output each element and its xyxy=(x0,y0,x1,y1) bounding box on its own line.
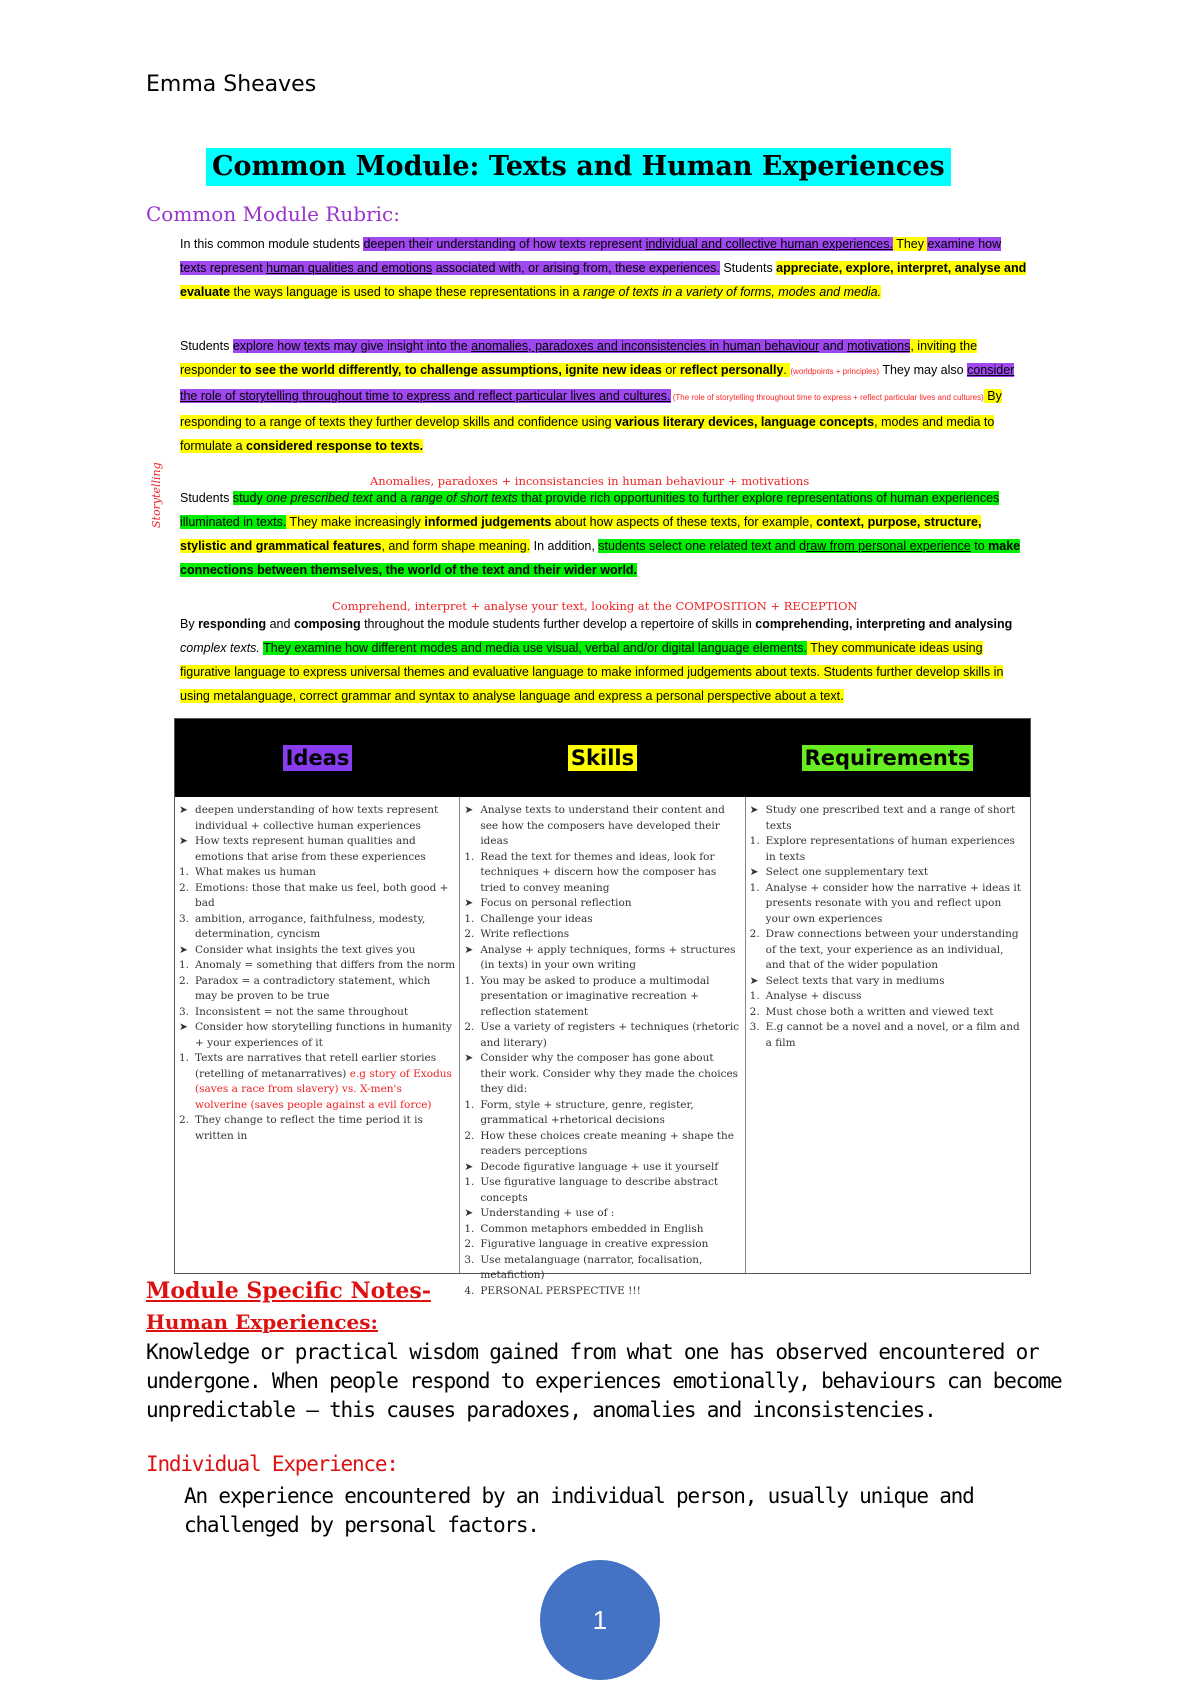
list-item-text: Read the text for themes and ideas, look for techniques + discern how the composer has tried to convey meaning xyxy=(480,850,717,894)
text-run: motivations xyxy=(847,339,911,353)
text-run: range of texts in a variety of forms, modes and media. xyxy=(583,285,882,299)
list-item-text: Use a variety of registers + techniques (rhetoric and literary) xyxy=(480,1021,740,1049)
list-item-text: Texts are narratives that retell earlier stories (retelling of metanarratives) xyxy=(195,1052,437,1080)
text-run: explore how texts may give insight into the xyxy=(232,339,472,353)
text-run: considered response to texts. xyxy=(246,439,424,453)
list-item-text: What makes us human xyxy=(195,866,316,878)
rubric-paragraph-2 xyxy=(180,334,1030,458)
text-run: (The role of storytelling throughout time to express + reflect particular lives and cultures) xyxy=(670,393,984,402)
text-run: , and form shape meaning. xyxy=(381,539,531,553)
list-item xyxy=(464,896,740,912)
list-item-text: Consider what insights the text gives you xyxy=(195,943,416,956)
text-run: to see the world differently, to challenge assumptions, ignite new ideas xyxy=(239,363,662,377)
list-item-text: Analyse + discuss xyxy=(765,990,862,1002)
individual-experience-body: An experience encountered by an individual person, usually unique and challenged by personal factors. xyxy=(184,1484,974,1537)
text-run: associated with, or arising from, these experiences. xyxy=(432,261,720,275)
page-number-badge: 1 xyxy=(540,1560,660,1680)
list-item xyxy=(464,1175,740,1206)
list-item-text: ambition, arrogance, faithfulness, modesty, determination, cyncism xyxy=(195,912,426,940)
list-item xyxy=(750,974,1026,990)
text-run: complex texts. xyxy=(180,641,260,655)
list-item xyxy=(179,912,455,943)
list-marker: ➤ xyxy=(464,943,474,956)
module-notes-heading: Module Specific Notes- xyxy=(146,1278,431,1304)
list-marker: 1. xyxy=(464,850,475,863)
list-item-text: E.g cannot be a novel and a novel, or a film and a film xyxy=(765,1021,1020,1049)
text-run: Students xyxy=(180,491,233,505)
text-run: study xyxy=(232,491,267,505)
text-run: composing xyxy=(293,617,361,631)
list-item xyxy=(464,974,740,1021)
text-run: They communicate ideas using figurative language to express universal themes and evaluative language to make informed judgements about texts. Students further develop skills in using metalanguage, correct grammar and syntax to analyse language and express a personal perspective about a text. xyxy=(180,641,1004,703)
list-item xyxy=(179,974,455,1005)
list-item xyxy=(464,1020,740,1051)
rubric-paragraph-1 xyxy=(180,232,1030,304)
list-item-text: Select texts that vary in mediums xyxy=(765,974,945,987)
text-run: examine how texts represent xyxy=(180,237,1002,275)
list-item-text: deepen understanding of how texts represent individual + collective human experiences xyxy=(195,804,439,832)
list-marker: 2. xyxy=(464,1021,475,1033)
list-item xyxy=(750,1005,1026,1021)
text-run: In addition, xyxy=(530,539,599,553)
text-run: responding xyxy=(198,617,267,631)
text-run: anomalies, paradoxes and inconsistencies in human behaviour xyxy=(471,339,820,353)
list-item xyxy=(179,943,455,959)
list-item xyxy=(464,850,740,897)
list-item-text: Understanding + use of : xyxy=(480,1207,615,1219)
list-marker: 1. xyxy=(749,990,760,1002)
list-item xyxy=(464,1129,740,1160)
text-run: reflect personally xyxy=(679,363,784,377)
rubric-heading: Common Module Rubric: xyxy=(146,202,400,226)
list-marker: 1. xyxy=(749,835,760,847)
example-note: e.g story of Exodus (saves a race from slavery) vs. X-men's wolverine (saves people against a evil force) xyxy=(195,1067,452,1111)
human-experiences-body: Knowledge or practical wisdom gained from what one has observed encountered or undergone. When people respond to experiences emotionally, behaviours can become unpredictable – this causes paradoxes, anomalies and inconsistencies. xyxy=(146,1340,1062,1422)
text-run: Students xyxy=(180,339,233,353)
text-run: , modes and media to formulate a xyxy=(180,415,995,453)
list-item-text: Select one supplementary text xyxy=(765,866,929,878)
list-marker: ➤ xyxy=(179,1021,188,1033)
list-item xyxy=(179,1020,455,1051)
author-name: Emma Sheaves xyxy=(146,72,317,97)
list-item-text: Consider why the composer has gone about their work. Consider why they made the choices they did: xyxy=(480,1052,739,1095)
text-run: individual and collective human experiences. xyxy=(645,237,893,251)
text-run: one prescribed text xyxy=(266,491,373,505)
list-item-text: Write reflections xyxy=(480,928,570,940)
list-marker: 2. xyxy=(464,1238,475,1250)
list-item-text: Challenge your ideas xyxy=(480,912,593,925)
list-item-text: You may be asked to produce a multimodal presentation or imaginative recreation + reflection statement xyxy=(480,974,710,1018)
list-item xyxy=(464,1160,740,1176)
list-marker: 3. xyxy=(464,1253,475,1266)
document-title: Common Module: Texts and Human Experiences xyxy=(206,148,951,186)
list-marker: 2. xyxy=(179,974,190,987)
list-item-text: Common metaphors embedded in English xyxy=(480,1222,704,1235)
text-run: consider the role of storytelling throughout time to express and reflect particular lives and cultures. xyxy=(180,363,1015,403)
header-skills: Skills xyxy=(568,745,637,771)
list-item-text: PERSONAL PERSPECTIVE !!! xyxy=(480,1284,641,1297)
list-marker: ➤ xyxy=(749,804,759,816)
text-run: They make increasingly xyxy=(286,515,425,529)
list-item-text: Paradox = a contradictory statement, which may be proven to be true xyxy=(195,974,431,1002)
list-item-text: Use metalanguage (narrator, focalisation, metafiction) xyxy=(480,1253,703,1281)
list-marker: ➤ xyxy=(179,804,188,816)
text-run: various literary devices, language concepts xyxy=(615,415,875,429)
list-marker: 3. xyxy=(179,912,190,925)
list-item xyxy=(179,834,455,865)
list-item xyxy=(179,1113,455,1144)
text-run: . xyxy=(783,363,791,377)
list-marker: 2. xyxy=(464,928,475,940)
list-item xyxy=(750,881,1026,928)
list-item-text: Use figurative language to describe abstract concepts xyxy=(480,1176,719,1204)
text-run: or xyxy=(661,363,680,377)
text-run: informed judgements xyxy=(424,515,552,529)
list-marker: ➤ xyxy=(464,1052,474,1064)
list-item xyxy=(464,1098,740,1129)
list-item xyxy=(750,927,1026,974)
text-run: about how aspects of these texts, for example, xyxy=(551,515,817,529)
list-marker: 1. xyxy=(749,881,760,894)
text-run: Students xyxy=(719,261,777,275)
list-item xyxy=(750,865,1026,881)
list-item-text: Emotions: those that make us feel, both good + bad xyxy=(195,881,449,909)
list-item-text: Analyse texts to understand their content and see how the composers have developed their ideas xyxy=(480,804,725,847)
text-run: students select one related text and d xyxy=(598,539,807,553)
list-marker: 1. xyxy=(179,1052,190,1064)
text-run: make connections between themselves, the world of the text and their wider world. xyxy=(180,539,1021,577)
list-marker: 2. xyxy=(749,1005,760,1018)
rubric-paragraph-3 xyxy=(180,486,1030,582)
text-run: By responding to a range of texts they further develop skills and confidence using xyxy=(180,389,1002,429)
list-item xyxy=(464,803,740,850)
list-marker: 1. xyxy=(464,974,475,987)
text-run: By xyxy=(180,617,199,631)
skills-column xyxy=(460,797,745,1297)
annotation-storytelling: Storytelling xyxy=(150,462,163,528)
list-item xyxy=(464,1206,740,1222)
list-item xyxy=(179,865,455,881)
list-item xyxy=(464,1237,740,1253)
list-marker: ➤ xyxy=(464,1207,474,1219)
ideas-column xyxy=(175,797,460,1273)
text-run: the ways language is used to shape these representations in a xyxy=(230,285,584,299)
list-marker: 1. xyxy=(179,959,190,971)
text-run: throughout the module students further develop a repertoire of skills in xyxy=(360,617,756,631)
list-marker: 3. xyxy=(179,1005,190,1018)
text-run: and xyxy=(819,339,848,353)
text-run: (worldpoints + principles) xyxy=(790,367,880,376)
text-run: They may also xyxy=(879,363,968,377)
rubric-paragraph-4 xyxy=(180,612,1030,708)
list-item-text: Analyse + apply techniques, forms + structures (in texts) in your own writing xyxy=(480,943,736,971)
list-item-text: Draw connections between your understanding of the text, your experience as an individual, and that of the wider population xyxy=(765,928,1019,971)
list-marker: ➤ xyxy=(179,943,188,956)
list-marker: 2. xyxy=(464,1129,475,1142)
list-marker: ➤ xyxy=(464,804,474,816)
annotation-comprehend: Comprehend, interpret + analyse your text, looking at the COMPOSITION + RECEPTION xyxy=(332,599,858,613)
list-marker: 1. xyxy=(179,866,190,878)
list-item xyxy=(750,834,1026,865)
text-run: , inviting the responder xyxy=(180,339,978,377)
list-item-text: How these choices create meaning + shape the readers perceptions xyxy=(480,1129,734,1157)
text-run: deepen their understanding of how texts represent xyxy=(363,237,646,251)
list-item-text: Consider how storytelling functions in humanity + your experiences of it xyxy=(195,1021,452,1049)
text-run: context, purpose, structure, stylistic and grammatical features xyxy=(180,515,982,553)
list-item xyxy=(750,803,1026,834)
list-item-text: Explore representations of human experiences in texts xyxy=(765,835,1015,863)
list-marker: 3. xyxy=(749,1021,760,1033)
list-marker: ➤ xyxy=(749,974,759,987)
list-item xyxy=(464,943,740,974)
list-item-text: Focus on personal reflection xyxy=(480,897,632,909)
header-ideas: Ideas xyxy=(283,745,353,771)
text-run: range of short texts xyxy=(410,491,518,505)
list-item xyxy=(464,1253,740,1284)
list-item xyxy=(179,1005,455,1021)
list-item-text: Anomaly = something that differs from the norm xyxy=(195,959,456,971)
list-item xyxy=(179,803,455,834)
text-run: that provide rich opportunities to further explore representations of human experiences illuminated in texts. xyxy=(180,491,1000,529)
list-item-text: Inconsistent = not the same throughout xyxy=(195,1005,409,1018)
list-item xyxy=(464,927,740,943)
list-item xyxy=(464,1222,740,1238)
list-item xyxy=(464,1051,740,1098)
list-item-text: Study one prescribed text and a range of short texts xyxy=(765,804,1016,832)
list-marker: ➤ xyxy=(464,1160,474,1173)
list-marker: 1. xyxy=(464,912,475,925)
header-requirements: Requirements xyxy=(802,745,974,771)
text-run: They examine how different modes and media use visual, verbal and/or digital language elements. xyxy=(263,641,807,655)
annotation-anomalies: Anomalies, paradoxes + inconsistancies in human behaviour + motivations xyxy=(370,474,810,488)
requirements-column xyxy=(746,797,1030,1273)
list-item xyxy=(179,1051,455,1113)
text-run: raw from personal experience xyxy=(806,539,971,553)
list-item xyxy=(464,912,740,928)
list-marker: 1. xyxy=(464,1098,475,1111)
text-run: to xyxy=(970,539,989,553)
list-item-text: Must chose both a written and viewed text xyxy=(765,1005,994,1018)
list-marker: ➤ xyxy=(749,866,759,878)
list-item xyxy=(179,958,455,974)
list-marker: 1. xyxy=(464,1222,475,1235)
list-marker: 2. xyxy=(179,1114,190,1126)
individual-experience-heading: Individual Experience: xyxy=(146,1452,398,1476)
list-item-text: Decode figurative language + use it yourself xyxy=(480,1160,719,1173)
table-header-row xyxy=(175,719,1030,797)
list-item-text: Figurative language in creative expression xyxy=(480,1238,709,1250)
text-run: and xyxy=(266,617,294,631)
list-marker: ➤ xyxy=(179,835,188,847)
list-item xyxy=(750,989,1026,1005)
text-run: They xyxy=(892,237,928,251)
text-run: comprehending, interpreting and analysing xyxy=(755,617,1013,631)
text-run: and a xyxy=(372,491,411,505)
list-item xyxy=(179,881,455,912)
list-item-text: Analyse + consider how the narrative + ideas it presents resonate with you and reflect upon your own experiences xyxy=(765,881,1021,925)
list-item xyxy=(464,1284,740,1300)
list-item-text: Form, style + structure, genre, register, grammatical +rhetorical decisions xyxy=(480,1098,694,1126)
list-marker: 2. xyxy=(179,881,190,894)
text-run: human qualities and emotions xyxy=(266,261,433,275)
text-run: In this common module students xyxy=(180,237,364,251)
list-marker: ➤ xyxy=(464,897,474,909)
list-item-text: They change to reflect the time period it is written in xyxy=(195,1114,423,1142)
list-marker: 2. xyxy=(749,928,760,940)
text-run: appreciate, explore, interpret, analyse and evaluate xyxy=(180,261,1027,299)
list-item-text: How texts represent human qualities and emotions that arise from these experiences xyxy=(195,835,426,863)
list-marker: 1. xyxy=(464,1176,475,1188)
list-marker: 4. xyxy=(464,1284,475,1297)
human-experiences-heading: Human Experiences: xyxy=(146,1310,378,1334)
list-item xyxy=(750,1020,1026,1051)
